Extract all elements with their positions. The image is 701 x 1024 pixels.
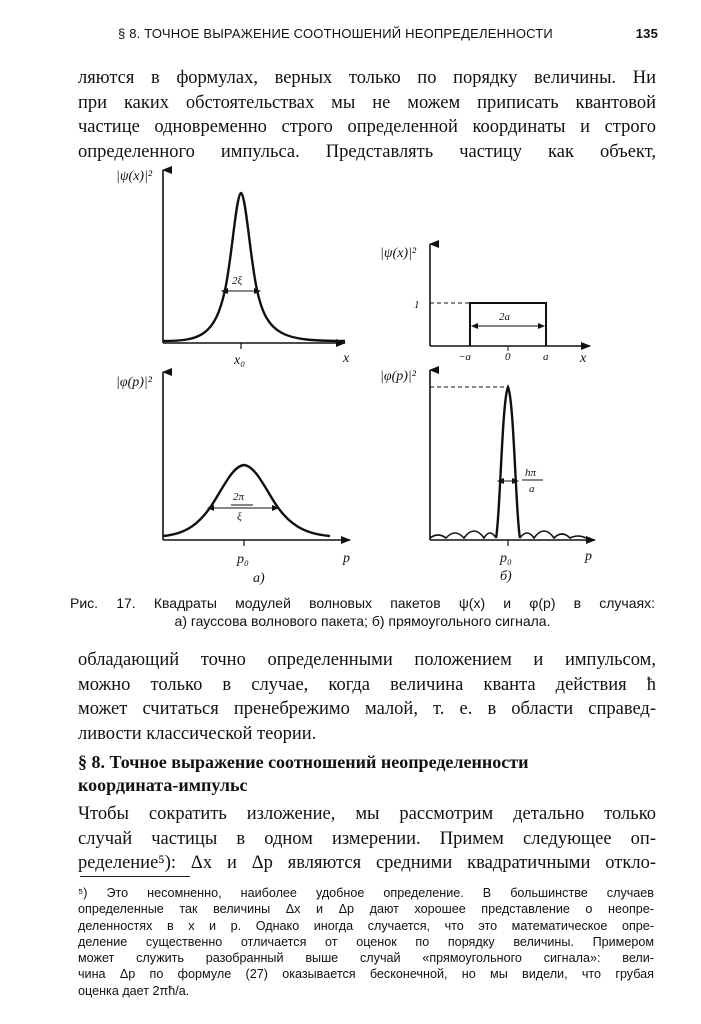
heading-line: координата-импульс [78,775,248,795]
tick-label: 0 [505,351,511,363]
panel-b-bottom [380,369,595,584]
text-line: можно только в случае, когда величина кванта действия ħ [78,674,656,695]
footnote-line: определенные так величины Δx и Δp дают хорошее представление о неопре- [78,902,654,917]
side-lobes [430,531,586,538]
text-line: при каких обстоятельствах мы не можем приписать квантовой [78,92,656,113]
footnote [78,885,654,999]
rectangle-curve [470,303,546,346]
figure-caption [70,594,655,630]
x-axis-label: x [343,351,350,366]
y-axis-label: |φ(p)|² [116,375,152,390]
text-line: ливости классической теории. [78,723,317,744]
panel-a-top [116,169,350,368]
main-peak [496,387,520,538]
panel-a-label: а) [253,571,265,586]
panel-a-bottom [116,372,350,586]
width-numerator: 2π [233,491,245,503]
gaussian-curve [163,193,345,341]
tick-label: −a [458,351,471,363]
running-title: § 8. ТОЧНОЕ ВЫРАЖЕНИЕ СООТНОШЕНИЙ НЕОПРЕДЕЛЕННОСТИ [118,26,553,41]
caption-line: а) гауссова волнового пакета; б) прямоугольного сигнала. [174,613,551,629]
footnote-divider [80,876,190,877]
text-line: случай частицы в одном измерении. Примем следующее оп- [78,828,656,849]
width-label: 2ξ [232,275,243,287]
paragraph-continuation [78,648,656,746]
gaussian-curve [163,465,330,536]
panel-b-top [380,244,590,366]
text-line: ределение⁵): Δx и Δp являются средними квадратичными откло- [78,853,656,873]
paragraph-definition [78,802,656,876]
text-line: определенного импульса. Представлять частицу как объект, [78,141,656,162]
center-label: p₀ [500,551,512,566]
text-line: может считаться пренебрежимо малой, т. е. в области справед- [78,699,656,719]
width-numerator: hπ [525,467,537,479]
panel-b-label: б) [500,569,512,584]
center-label: x₀ [234,353,246,368]
caption-line: Рис. 17. Квадраты модулей волновых пакетов ψ(x) и φ(p) в случаях: [70,595,655,611]
footnote-line: может служить разобранный выше случай «прямоугольного сигнала»: вели- [78,951,654,966]
tick-label: a [543,351,549,363]
x-axis-label: x [580,351,587,366]
x-axis-label: p [585,549,592,564]
x-axis-label: p [343,551,350,566]
text-line: Чтобы сократить изложение, мы рассмотрим детально только [78,804,656,824]
page-number: 135 [635,26,658,41]
footnote-line: деление существенно отличается от оценок по порядку величины. Примером [78,934,654,949]
width-denominator: a [529,483,535,495]
y-axis-label: |ψ(x)|² [116,169,153,184]
center-label: p₀ [237,552,249,567]
width-denominator: ξ [237,511,242,523]
heading-line: § 8. Точное выражение соотношений неопределенности [78,752,529,772]
level-label: 1 [414,299,420,311]
text-line: частице одновременно строго определенной координаты и строго [78,117,656,137]
y-axis-label: |ψ(x)|² [380,246,417,261]
text-line: обладающий точно определенными положением и импульсом, [78,650,656,670]
y-axis-label: |φ(p)|² [380,369,416,384]
footnote-line: деленностях в x и p. Однако иногда случается, что это математическое опре- [78,918,654,933]
footnote-line: ⁵) Это несомненно, наиболее удобное определение. В большинстве случаев [78,886,654,900]
footnote-line: оценка дает 2πħ/a. [78,983,190,998]
text-line: ляются в формулах, верных только по порядку величины. Ни [78,68,656,88]
width-label: 2a [499,311,510,323]
section-heading [78,751,656,797]
footnote-line: чина Δp по формуле (27) оказывается бесконечной, но мы видели, что грубая [78,967,654,982]
